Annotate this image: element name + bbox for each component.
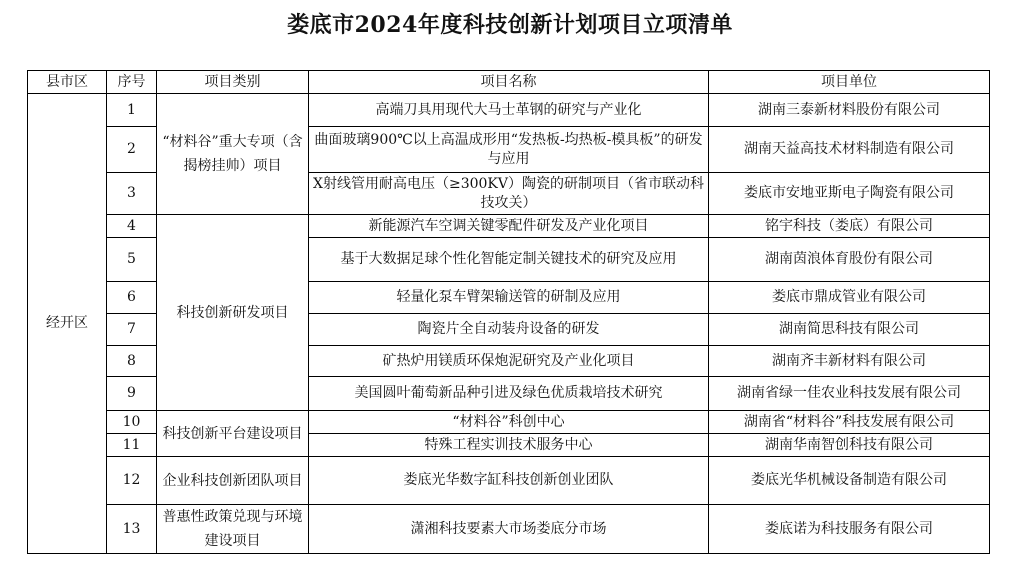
seq-cell: 10 [107, 411, 157, 434]
project-name-cell: 娄底光华数字缸科技创新创业团队 [309, 457, 709, 505]
table-row [28, 457, 990, 505]
category-cell: 普惠性政策兑现与环境建设项目 [157, 505, 309, 554]
project-unit-cell: 娄底市安地亚斯电子陶瓷有限公司 [709, 173, 990, 215]
project-name-cell: 陶瓷片全自动装舟设备的研发 [309, 314, 709, 346]
project-name-cell: 曲面玻璃900℃以上高温成形用“发热板-均热板-模具板”的研发与应用 [309, 127, 709, 173]
seq-cell: 6 [107, 282, 157, 314]
seq-cell: 11 [107, 434, 157, 457]
project-name-cell: “材料谷”科创中心 [309, 411, 709, 434]
header-name: 项目名称 [309, 71, 709, 94]
seq-cell: 3 [107, 173, 157, 215]
project-name-cell: 高端刀具用现代大马士革钢的研究与产业化 [309, 94, 709, 127]
project-unit-cell: 湖南茵浪体育股份有限公司 [709, 238, 990, 282]
project-unit-cell: 娄底市鼎成管业有限公司 [709, 282, 990, 314]
category-cell: “材料谷”重大专项（含揭榜挂帅）项目 [157, 94, 309, 215]
project-name-cell: 基于大数据足球个性化智能定制关键技术的研究及应用 [309, 238, 709, 282]
project-unit-cell: 湖南齐丰新材料有限公司 [709, 346, 990, 377]
project-unit-cell: 湖南省绿一佳农业科技发展有限公司 [709, 377, 990, 411]
seq-cell: 5 [107, 238, 157, 282]
project-unit-cell: 娄底诺为科技服务有限公司 [709, 505, 990, 554]
project-name-cell: X射线管用耐高电压（≥300KV）陶瓷的研制项目（省市联动科技攻关） [309, 173, 709, 215]
project-name-cell: 潇湘科技要素大市场娄底分市场 [309, 505, 709, 554]
project-unit-cell: 湖南简思科技有限公司 [709, 314, 990, 346]
project-unit-cell: 湖南华南智创科技有限公司 [709, 434, 990, 457]
page-title: 娄底市2024年度科技创新计划项目立项清单 [287, 12, 733, 38]
table-row [28, 94, 990, 127]
project-name-cell: 特殊工程实训技术服务中心 [309, 434, 709, 457]
category-cell: 科技创新平台建设项目 [157, 411, 309, 457]
table-row [28, 505, 990, 554]
header-seq: 序号 [107, 71, 157, 94]
project-unit-cell: 湖南天益高技术材料制造有限公司 [709, 127, 990, 173]
project-name-cell: 新能源汽车空调关键零配件研发及产业化项目 [309, 215, 709, 238]
project-name-cell: 矿热炉用镁质环保炮泥研究及产业化项目 [309, 346, 709, 377]
county-cell: 经开区 [28, 94, 107, 554]
seq-cell: 1 [107, 94, 157, 127]
table-row [28, 411, 990, 434]
header-category: 项目类别 [157, 71, 309, 94]
table-row [28, 215, 990, 238]
category-cell: 科技创新研发项目 [157, 215, 309, 411]
header-county: 县市区 [28, 71, 107, 94]
project-name-cell: 轻量化泵车臂架输送管的研制及应用 [309, 282, 709, 314]
seq-cell: 7 [107, 314, 157, 346]
seq-cell: 9 [107, 377, 157, 411]
project-unit-cell: 娄底光华机械设备制造有限公司 [709, 457, 990, 505]
seq-cell: 4 [107, 215, 157, 238]
seq-cell: 8 [107, 346, 157, 377]
seq-cell: 2 [107, 127, 157, 173]
project-unit-cell: 湖南三泰新材料股份有限公司 [709, 94, 990, 127]
project-name-cell: 美国圆叶葡萄新品种引进及绿色优质栽培技术研究 [309, 377, 709, 411]
category-cell: 企业科技创新团队项目 [157, 457, 309, 505]
table-header-row [28, 71, 990, 94]
seq-cell: 12 [107, 457, 157, 505]
seq-cell: 13 [107, 505, 157, 554]
project-unit-cell: 铭宇科技（娄底）有限公司 [709, 215, 990, 238]
header-unit: 项目单位 [709, 71, 990, 94]
project-unit-cell: 湖南省“材料谷”科技发展有限公司 [709, 411, 990, 434]
project-table [27, 70, 990, 554]
